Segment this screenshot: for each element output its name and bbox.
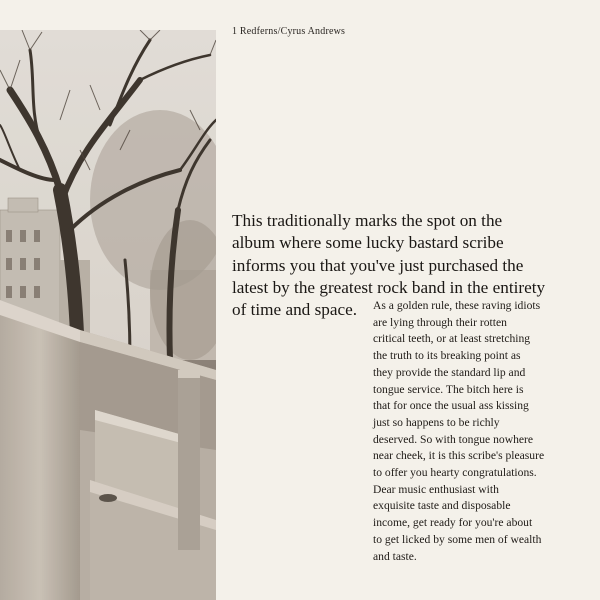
body-line: deserved. So with tongue nowhere — [373, 432, 534, 446]
body-line: that for once the usual ass kissing — [373, 399, 529, 413]
body-line: Dear music enthusiast with — [373, 482, 499, 496]
body-line: just so happens to be richly — [373, 415, 500, 429]
lead-line: of time and space. — [232, 300, 358, 320]
photo-credit-caption: 1 Redferns/Cyrus Andrews — [232, 26, 346, 37]
body-line: to offer you hearty congratulations. — [373, 466, 537, 480]
body-line: tongue service. The bitch here is — [373, 382, 524, 396]
body-line: to get licked by some men of wealth — [373, 532, 542, 546]
lead-line: album where some lucky bastard scribe — [232, 233, 504, 253]
street-photograph — [0, 30, 216, 600]
lead-line: informs you that you've just purchased the — [232, 255, 524, 275]
body-line: are lying through their rotten — [373, 315, 507, 329]
body-line: they provide the standard lip and — [373, 365, 526, 379]
body-line: near cheek, it is this scribe's pleasure — [373, 449, 545, 463]
body-line: exquisite taste and disposable — [373, 499, 511, 513]
body-line: and taste. — [373, 549, 417, 563]
body-line: the truth to its breaking point as — [373, 349, 521, 363]
body-line: income, get ready for you're about — [373, 516, 533, 530]
body-paragraph — [373, 298, 593, 565]
body-line: critical teeth, or at least stretching — [373, 332, 531, 346]
body-line: As a golden rule, these raving idiots — [373, 299, 541, 312]
lead-line: This traditionally marks the spot on the — [232, 211, 503, 230]
lead-line: latest by the greatest rock band in the entirety — [232, 277, 546, 297]
